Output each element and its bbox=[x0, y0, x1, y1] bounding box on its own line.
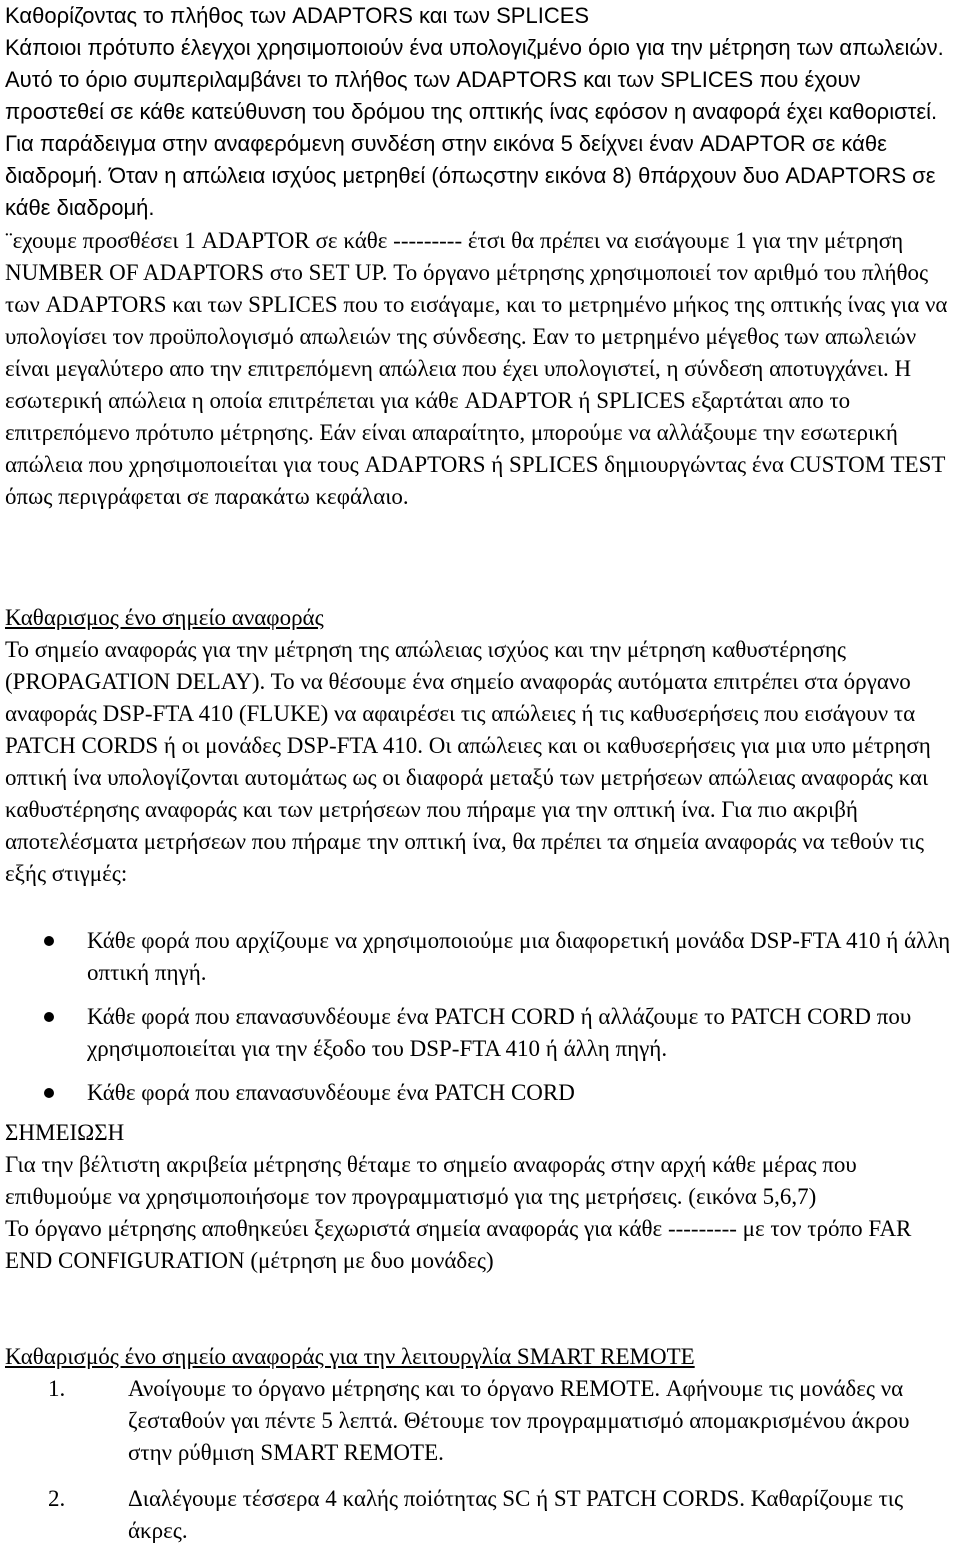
bullet-icon bbox=[44, 1012, 54, 1022]
list-item: Κάθε φορά που επανασυνδέουμε ένα PATCH CORD bbox=[0, 1077, 955, 1109]
list-item: Κάθε φορά που επανασυνδέουμε ένα PATCH CORD ή αλλάζουμε το PATCH CORD που χρησιμοποιείται για την έξοδο του DSP-FTA 410 ή άλλη πηγή. bbox=[0, 1001, 955, 1065]
section-3-title-paragraph bbox=[5, 1341, 955, 1373]
section-1-text-b: ¨εχουμε προσθέσει 1 ADAPTOR σε κάθε --------- έτσι θα πρέπει να εισάγουμε 1 για την μέτρηση NUMBER OF ADAPTORS στο SET UP. Το όργανο μέτρησης χρησιμοποιεί τον αριθμό του πλήθος των ADAPTORS και των SPLICES που το εισάγαμε, και το μετρημένο μήκος της οπτικής ίνας για να υπολογίσει τον προϋπολογισμό απωλειών της σύνδεσης. Εαν το μετρημένο μέγεθος των απωλειών είναι μεγαλύτερο απο την επιτρεπόμενη απώλεια που έχει υπολογιστεί, η σύνδεση αποτυγχάνει. Η εσωτερική απώλεια η οποία επιτρέπεται για κάθε ADAPTOR ή SPLICES εξαρτάται απο το επιτρεπόμενο πρότυπο μέτρησης. Εάν είναι απαραίτητο, μπορούμε να αλλάξουμε την εσωτερική απώλεια που χρησιμοποιείται για τους ADAPTORS ή SPLICES δημιουργώντας ένα CUSTOM TEST όπως περιγράφεται σε παρακάτω κεφάλαιο. bbox=[5, 228, 948, 509]
bullet-icon bbox=[44, 1088, 54, 1098]
section-2-paragraph bbox=[5, 602, 955, 890]
reference-conditions-list bbox=[0, 925, 955, 1121]
smart-remote-steps bbox=[0, 1373, 955, 1561]
section-1-title: Καθορίζοντας το πλήθος των ADAPTORS και των SPLICES bbox=[5, 3, 590, 28]
step-text: Διαλέγουμε τέσσερα 4 καλής ποiότητας SC ή ST PATCH CORDS. Καθαρίζουμε τις άκρες. bbox=[128, 1486, 904, 1543]
step-text: Ανοίγουμε το όργανο μέτρησης και το όργανο REMOTE. Αφήνουμε τις μονάδες να ζεσταθούν γαι πέντε 5 λεπτά. Θέτουμε τον προγραμματισμό απομακρισμένου άκρου στην ρύθμιση SMART REMOTE. bbox=[128, 1376, 910, 1465]
note-text-a: Για την βέλτιστη ακριβεία μέτρησης θέταμε το σημείο αναφοράς στην αρχή κάθε μέρας που επιθυμούμε να χρησιμοποιήσομε τον προγραμματισμό για της μετρήσεις. (εικόνα 5,6,7) bbox=[5, 1152, 857, 1209]
list-item bbox=[0, 1373, 955, 1469]
section-3-title: Καθαρισμός ένο σημείο αναφοράς για την λειτουργλία SMART REMOTE bbox=[5, 1344, 695, 1369]
note-title: ΣΗΜΕΙΩΣΗ bbox=[5, 1120, 125, 1145]
list-item: Κάθε φορά που αρχίζουμε να χρησιμοποιούμε μια διαφορετική μονάδα DSP-FTA 410 ή άλλη οπτική πηγή. bbox=[0, 925, 955, 989]
step-number: 1. bbox=[48, 1376, 66, 1401]
step-number: 2. bbox=[48, 1486, 66, 1511]
bullet-icon bbox=[44, 936, 54, 946]
section-1-paragraph-b bbox=[5, 225, 955, 513]
note-paragraph bbox=[5, 1117, 955, 1277]
list-item bbox=[0, 1483, 955, 1547]
section-2-title: Καθαρισμος ένο σημείο αναφοράς bbox=[5, 605, 324, 630]
section-2-text: Το σημείο αναφοράς για την μέτρηση της απώλειας ισχύος και την μέτρηση καθυστέρησης (PROPAGATION DELAY). Το να θέσουμε ένα σημείο αναφοράς αυτόματα επιτρέπει στα όργανο αναφοράς DSP-FTA 410 (FLUKE) να αφαιρέσει τις απώλειες ή τις καθυσερήσεις που εισάγουν τα PATCH CORDS ή οι μονάδες DSP-FTA 410. Οι απώλειες και οι καθυσερήσεις για μια υπο μέτρηση οπτική ίνα υπολογίζονται αυτομάτως ως οι διαφορά μεταξύ των μετρήσεων απώλειας αναφοράς και καθυστέρησης αναφοράς και των μετρήσεων που πήραμε για την οπτική ίνα. Για πιο ακριβή αποτελέσματα μετρήσεων που πήραμε την οπτική ίνα, θα πρέπει τα σημεία αναφοράς να τεθούν τις εξής στιγμές: bbox=[5, 637, 931, 886]
section-1-paragraph-a bbox=[5, 0, 955, 224]
section-1-text-a: Κάποιοι πρότυπο έλεγχοι χρησιμοποιούν ένα υπολογιζμένο όριο για την μέτρηση των απωλειών. Αυτό το όριο συμπεριλαμβάνει το πλήθος των ADAPTORS και των SPLICES που έχουν προστεθεί σε κάθε κατεύθυνση του δρόμου της οπτικής ίνας εφόσον η αναφορά έχει καθοριστεί. Για παράδειγμα στην αναφερόμενη συνδέση στην εικόνα 5 δείχνει έναν ADAPTOR σε κάθε διαδρομή. Όταν η απώλεια ισχύος μετρηθεί (όπωςστην εικόνα 8) θπάρχουν δυο ADAPTORS σε κάθε διαδρομή. bbox=[5, 35, 944, 220]
note-text-b: Το όργανο μέτρησης αποθηκεύει ξεχωριστά σημεία αναφοράς για κάθε --------- με τον τρόπο FAR END CONFIGURATION (μέτρηση με δυο μονάδες) bbox=[5, 1216, 912, 1273]
